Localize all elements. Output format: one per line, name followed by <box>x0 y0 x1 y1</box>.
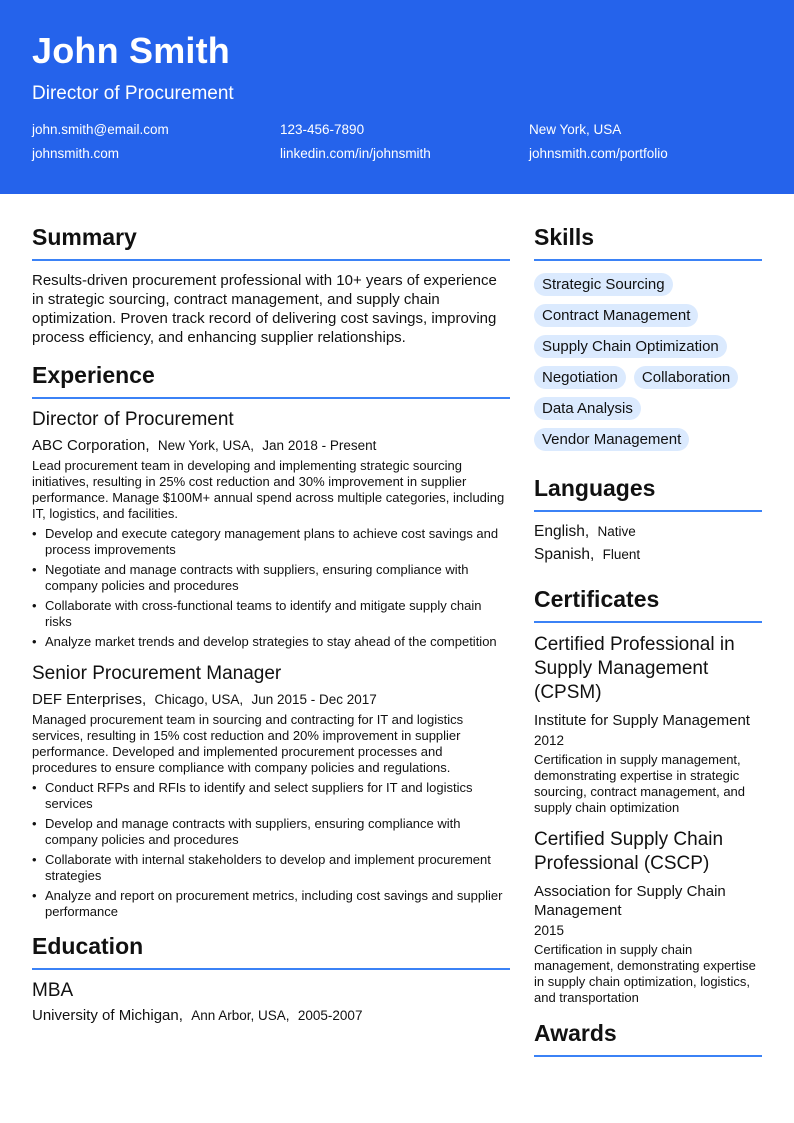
language-name: Spanish, <box>534 546 595 563</box>
certificate-year: 2012 <box>534 733 565 748</box>
job-bullet: • Conduct RFPs and RFIs to identify and select suppliers for IT and logistics services <box>32 780 510 812</box>
skill-chip: Vendor Management <box>534 428 689 451</box>
language-item <box>534 545 762 564</box>
job-bullet: • Analyze market trends and develop strategies to stay ahead of the competition <box>32 634 510 650</box>
education-meta <box>32 1007 510 1024</box>
phone-number: 123-456-7890 <box>280 122 365 137</box>
location-text: New York, USA <box>529 122 622 137</box>
certificate-issuer: Institute for Supply Management <box>534 712 750 729</box>
summary-heading: Summary <box>32 224 510 261</box>
portfolio-link[interactable]: johnsmith.com/portfolio <box>529 146 668 161</box>
skill-chip: Data Analysis <box>534 397 641 420</box>
skill-chip: Supply Chain Optimization <box>534 335 727 358</box>
skill-chip: Contract Management <box>534 304 698 327</box>
certificate-entry <box>534 633 762 816</box>
linkedin-link[interactable]: linkedin.com/in/johnsmith <box>280 146 431 161</box>
education-heading: Education <box>32 933 510 970</box>
awards-heading: Awards <box>534 1020 762 1057</box>
languages-list <box>534 522 762 564</box>
job-location: Chicago, USA, <box>154 692 244 707</box>
job-bullets <box>32 780 510 920</box>
certificate-description: Certification in supply management, demonstrating expertise in strategic sourcing, contract management, and supply chain optimization <box>534 752 746 815</box>
job-bullet: • Negotiate and manage contracts with suppliers, ensuring compliance with company policies and procedures <box>32 562 510 594</box>
job-description: Managed procurement team in sourcing and contracting for IT and logistics services, resulting in 15% cost reduction and 20% improvement in supplier performance. Developed and implemented procurement processes and procedures to ensure compliance with company policies and regulations. <box>32 712 464 775</box>
side-column <box>534 224 762 1067</box>
header-banner <box>0 0 794 194</box>
job-bullet: • Collaborate with internal stakeholders to develop and implement procurement strategies <box>32 852 510 884</box>
certificates-heading: Certificates <box>534 586 762 623</box>
skill-chip: Strategic Sourcing <box>534 273 673 296</box>
education-location: Ann Arbor, USA, <box>191 1008 290 1023</box>
main-column <box>32 224 510 1024</box>
job-bullet: • Analyze and report on procurement metrics, including cost savings and supplier performance <box>32 888 510 920</box>
education-dates: 2005-2007 <box>297 1008 363 1023</box>
certificate-issuer: Association for Supply Chain Management <box>534 883 726 919</box>
job-title: Senior Procurement Manager <box>32 663 282 684</box>
job-company: ABC Corporation, <box>32 437 150 454</box>
certificate-title: Certified Supply Chain Professional (CSCP) <box>534 829 724 874</box>
job-title: Director of Procurement <box>32 409 234 430</box>
job-company: DEF Enterprises, <box>32 691 147 708</box>
candidate-name: John Smith <box>32 30 230 71</box>
job-meta <box>32 690 510 710</box>
job-bullets <box>32 526 510 650</box>
certificate-entry <box>534 828 762 1006</box>
skills-list <box>534 273 762 451</box>
language-level: Native <box>597 524 636 539</box>
job-bullet: • Collaborate with cross-functional teams to identify and mitigate supply chain risks <box>32 598 510 630</box>
job-entry <box>32 409 510 650</box>
website-link[interactable]: johnsmith.com <box>32 146 120 161</box>
skill-chip: Collaboration <box>634 366 738 389</box>
experience-heading: Experience <box>32 362 510 399</box>
job-bullet: • Develop and manage contracts with suppliers, ensuring compliance with company policies and procedures <box>32 816 510 848</box>
skill-chip: Negotiation <box>534 366 626 389</box>
job-description: Lead procurement team in developing and implementing strategic sourcing initiatives, resulting in 25% cost reduction and 30% improvement in supplier performance. Manage $100M+ annual spend across multiple categories, including IT, logistics, and facilities. <box>32 458 505 521</box>
email-link[interactable]: john.smith@email.com <box>32 122 169 137</box>
language-name: English, <box>534 523 590 540</box>
job-entry <box>32 663 510 920</box>
skills-heading: Skills <box>534 224 762 261</box>
education-school: University of Michigan, <box>32 1007 183 1024</box>
languages-heading: Languages <box>534 475 762 512</box>
language-item <box>534 522 762 541</box>
certificate-description: Certification in supply chain management, demonstrating expertise in supply chain optimization, logistics, and transportation <box>534 942 756 1005</box>
certificate-year: 2015 <box>534 923 565 938</box>
candidate-role: Director of Procurement <box>32 83 234 104</box>
language-level: Fluent <box>602 547 641 562</box>
job-bullet: • Develop and execute category management plans to achieve cost savings and process improvements <box>32 526 510 558</box>
certificate-title: Certified Professional in Supply Management (CPSM) <box>534 634 735 703</box>
job-dates: Jun 2015 - Dec 2017 <box>251 692 377 707</box>
job-location: New York, USA, <box>157 438 254 453</box>
job-meta <box>32 436 510 456</box>
summary-text: Results-driven procurement professional with 10+ years of experience in strategic sourcing, contract management, and supply chain optimization. Proven track record of delivering cost savings, improving process efficiency, and enhancing supplier relationships. <box>32 272 497 346</box>
job-dates: Jan 2018 - Present <box>262 438 377 453</box>
education-degree: MBA <box>32 980 74 1001</box>
